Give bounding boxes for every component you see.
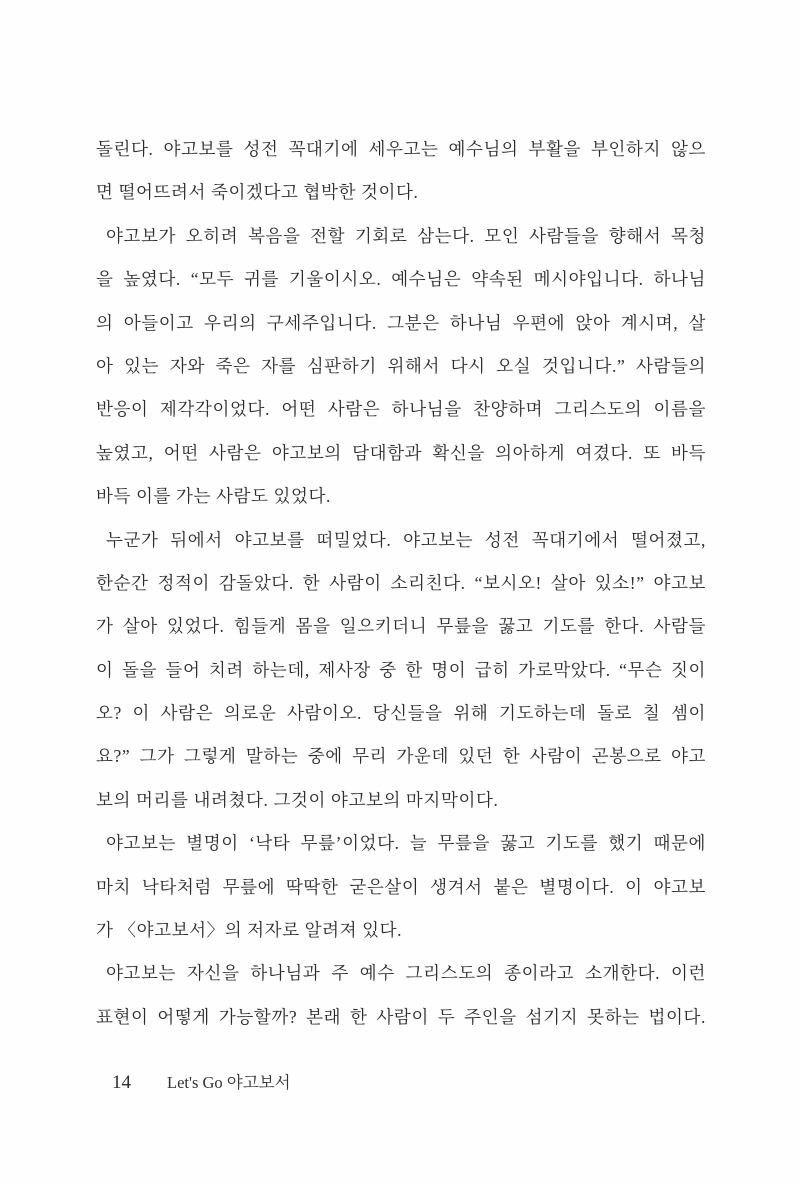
- text-line: 야고보는 별명이 ‘낙타 무릎’이었다. 늘 무릎을 꿇고 기도를 했기 때문에: [106, 833, 706, 854]
- text-line: 한순간 정적이 감돌았다. 한 사람이 소리친다. “보시오! 살아 있소!” 야고보: [96, 572, 706, 593]
- text-line: 높였고, 어떤 사람은 야고보의 담대함과 확신을 의아하게 여겼다. 또 바득: [96, 442, 706, 463]
- text-line: 아 있는 자와 죽은 자를 심판하기 위해서 다시 오실 것입니다.” 사람들의: [96, 355, 706, 376]
- text-line: 보의 머리를 내려쳤다. 그것이 야고보의 마지막이다.: [96, 789, 499, 810]
- text-line: 마치 낙타처럼 무릎에 딱딱한 굳은살이 생겨서 붙은 별명이다. 이 야고보: [96, 876, 706, 897]
- text-line: 누군가 뒤에서 야고보를 떠밀었다. 야고보는 성전 꼭대기에서 떨어졌고,: [106, 529, 706, 550]
- text-line: 오? 이 사람은 의로운 사람이오. 당신들을 위해 기도하는데 돌로 칠 셈이: [96, 703, 706, 724]
- text-line: 야고보는 자신을 하나님과 주 예수 그리스도의 종이라고 소개한다. 이런: [106, 963, 706, 984]
- page-body-text: [96, 128, 706, 1039]
- text-line: 면 떨어뜨려서 죽이겠다고 협박한 것이다.: [96, 182, 419, 203]
- text-line: 의 아들이고 우리의 구세주입니다. 그분은 하나님 우편에 앉아 계시며, 살: [96, 312, 706, 333]
- text-line: 을 높였다. “모두 귀를 기울이시오. 예수님은 약속된 메시야입니다. 하나님: [96, 269, 706, 290]
- page-footer: [96, 1068, 706, 1098]
- text-line: 요?” 그가 그렇게 말하는 중에 무리 가운데 있던 한 사람이 곤봉으로 야고: [96, 746, 706, 767]
- running-title: Let's Go 야고보서: [167, 1073, 291, 1092]
- text-line: 가 〈야고보서〉의 저자로 알려져 있다.: [96, 920, 403, 941]
- page-number: 14: [112, 1072, 131, 1093]
- text-line: 이 돌을 들어 치려 하는데, 제사장 중 한 명이 급히 가로막았다. “무슨 짓이: [96, 659, 706, 680]
- text-line: 바득 이를 가는 사람도 있었다.: [96, 486, 331, 507]
- text-line: 가 살아 있었다. 힘들게 몸을 일으키더니 무릎을 꿇고 기도를 한다. 사람들: [96, 616, 706, 637]
- text-line: 반응이 제각각이었다. 어떤 사람은 하나님을 찬양하며 그리스도의 이름을: [96, 399, 706, 420]
- text-line: 표현이 어떻게 가능할까? 본래 한 사람이 두 주인을 섬기지 못하는 법이다.: [96, 1006, 706, 1027]
- text-line: 야고보가 오히려 복음을 전할 기회로 삼는다. 모인 사람들을 향해서 목청: [106, 225, 706, 246]
- text-line: 돌린다. 야고보를 성전 꼭대기에 세우고는 예수님의 부활을 부인하지 않으: [96, 139, 706, 159]
